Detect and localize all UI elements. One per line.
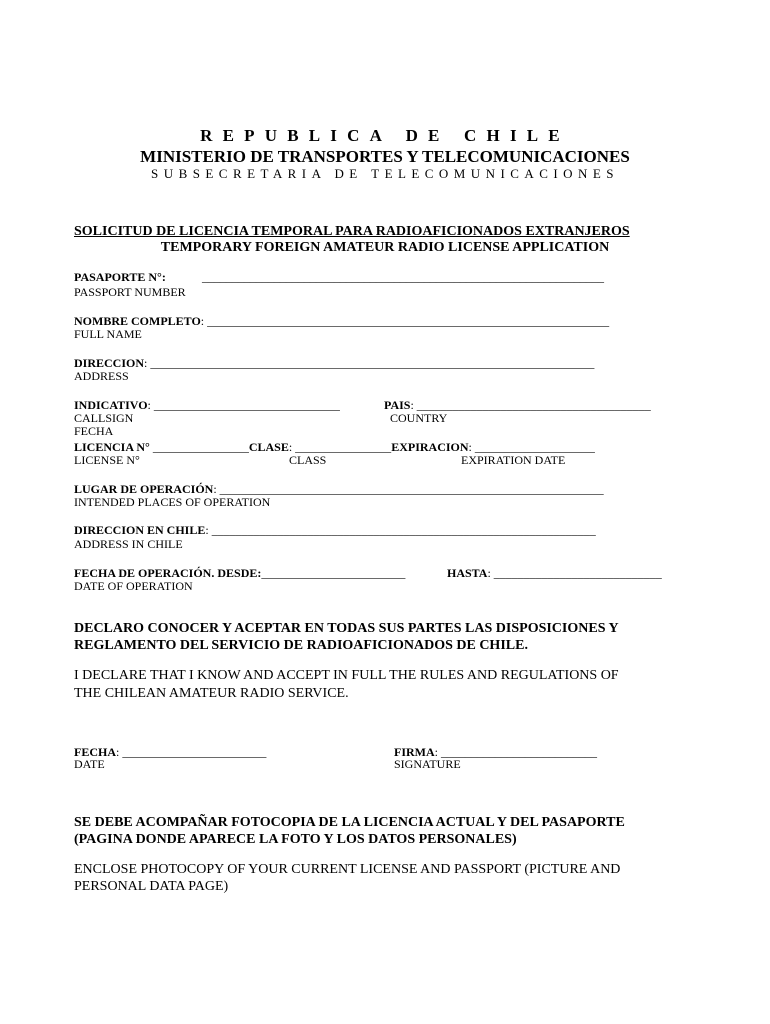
clase-field[interactable]: : ________________ bbox=[288, 440, 392, 454]
passport-label: PASAPORTE N°: bbox=[74, 270, 166, 284]
declaration-en-line1: I DECLARE THAT I KNOW AND ACCEPT IN FULL THE RULES AND REGULATIONS OF bbox=[74, 668, 619, 683]
address-label: DIRECCION bbox=[74, 356, 145, 370]
address-row bbox=[74, 354, 594, 372]
place-label: LUGAR DE OPERACIÓN bbox=[74, 482, 214, 496]
callsign-field[interactable]: : _______________________________ bbox=[147, 398, 340, 412]
full-name-field[interactable]: : ___________________________________________________________________ bbox=[200, 314, 610, 328]
sign-date-sublabel: DATE bbox=[74, 757, 105, 771]
clase-label: CLASE bbox=[248, 440, 289, 454]
signature-field[interactable]: : __________________________ bbox=[434, 745, 598, 759]
enclose-es-line2: (PAGINA DONDE APARECE LA FOTO Y LOS DATOS PERSONALES) bbox=[74, 832, 517, 847]
license-sublabel: LICENSE N° bbox=[74, 453, 140, 467]
header-ministry: MINISTERIO DE TRANSPORTES Y TELECOMUNICACIONES bbox=[140, 147, 630, 166]
signature-label: FIRMA bbox=[394, 745, 435, 759]
fecha-note: FECHA bbox=[74, 424, 114, 438]
address-field[interactable]: : __________________________________________________________________________ bbox=[144, 356, 595, 370]
enclose-en-line1: ENCLOSE PHOTOCOPY OF YOUR CURRENT LICENSE AND PASSPORT (PICTURE AND bbox=[74, 862, 621, 877]
place-field[interactable]: : ________________________________________________________________ bbox=[213, 482, 604, 496]
country-sublabel: COUNTRY bbox=[390, 411, 448, 425]
expiracion-sublabel: EXPIRATION DATE bbox=[461, 453, 566, 467]
hasta-field[interactable]: : ____________________________ bbox=[487, 566, 662, 580]
declaration-es-line1: DECLARO CONOCER Y ACEPTAR EN TODAS SUS PARTES LAS DISPOSICIONES Y bbox=[74, 621, 619, 636]
country-field[interactable]: : _______________________________________ bbox=[410, 398, 651, 412]
license-field[interactable]: ________________ bbox=[149, 440, 249, 454]
hasta-label: HASTA bbox=[447, 566, 488, 580]
expiracion-label: EXPIRACION bbox=[391, 440, 469, 454]
hasta-row bbox=[447, 564, 662, 582]
sign-date-field[interactable]: : ________________________ bbox=[116, 745, 267, 759]
op-date-label: FECHA DE OPERACIÓN. DESDE: bbox=[74, 566, 262, 580]
op-date-field[interactable]: ________________________ bbox=[261, 566, 406, 580]
chile-address-sublabel: ADDRESS IN CHILE bbox=[74, 537, 183, 551]
full-name-sublabel: FULL NAME bbox=[74, 327, 142, 341]
callsign-label: INDICATIVO bbox=[74, 398, 148, 412]
sign-date-label: FECHA bbox=[74, 745, 116, 759]
declaration-en-line2: THE CHILEAN AMATEUR RADIO SERVICE. bbox=[74, 686, 349, 701]
passport-sublabel: PASSPORT NUMBER bbox=[74, 285, 186, 299]
expiracion-field[interactable]: : ____________________ bbox=[468, 440, 595, 454]
header-subsecretaria: SUBSECRETARIA DE TELECOMUNICACIONES bbox=[151, 166, 619, 181]
form-title-es: SOLICITUD DE LICENCIA TEMPORAL PARA RADIOAFICIONADOS EXTRANJEROS bbox=[74, 224, 630, 239]
full-name-label: NOMBRE COMPLETO bbox=[74, 314, 201, 328]
enclose-en-line2: PERSONAL DATA PAGE) bbox=[74, 879, 229, 894]
address-sublabel: ADDRESS bbox=[74, 369, 129, 383]
signature-sublabel: SIGNATURE bbox=[394, 757, 461, 771]
country-label: PAIS bbox=[384, 398, 411, 412]
op-date-sublabel: DATE OF OPERATION bbox=[74, 579, 193, 593]
declaration-es-line2: REGLAMENTO DEL SERVICIO DE RADIOAFICIONADOS DE CHILE. bbox=[74, 638, 528, 653]
place-sublabel: INTENDED PLACES OF OPERATION bbox=[74, 495, 271, 509]
enclose-es-line1: SE DEBE ACOMPAÑAR FOTOCOPIA DE LA LICENCIA ACTUAL Y DEL PASAPORTE bbox=[74, 815, 625, 830]
full-name-row bbox=[74, 312, 609, 330]
form-title-en: TEMPORARY FOREIGN AMATEUR RADIO LICENSE APPLICATION bbox=[160, 240, 610, 255]
callsign-sublabel: CALLSIGN bbox=[74, 411, 134, 425]
chile-address-label: DIRECCION EN CHILE bbox=[74, 523, 206, 537]
passport-field[interactable]: ___________________________________________________________________ bbox=[202, 270, 604, 284]
chile-address-field[interactable]: : ________________________________________________________________ bbox=[205, 523, 596, 537]
clase-sublabel: CLASS bbox=[289, 453, 327, 467]
header-country: REPUBLICA DE CHILE bbox=[200, 126, 570, 145]
license-label: LICENCIA N° bbox=[74, 440, 150, 454]
